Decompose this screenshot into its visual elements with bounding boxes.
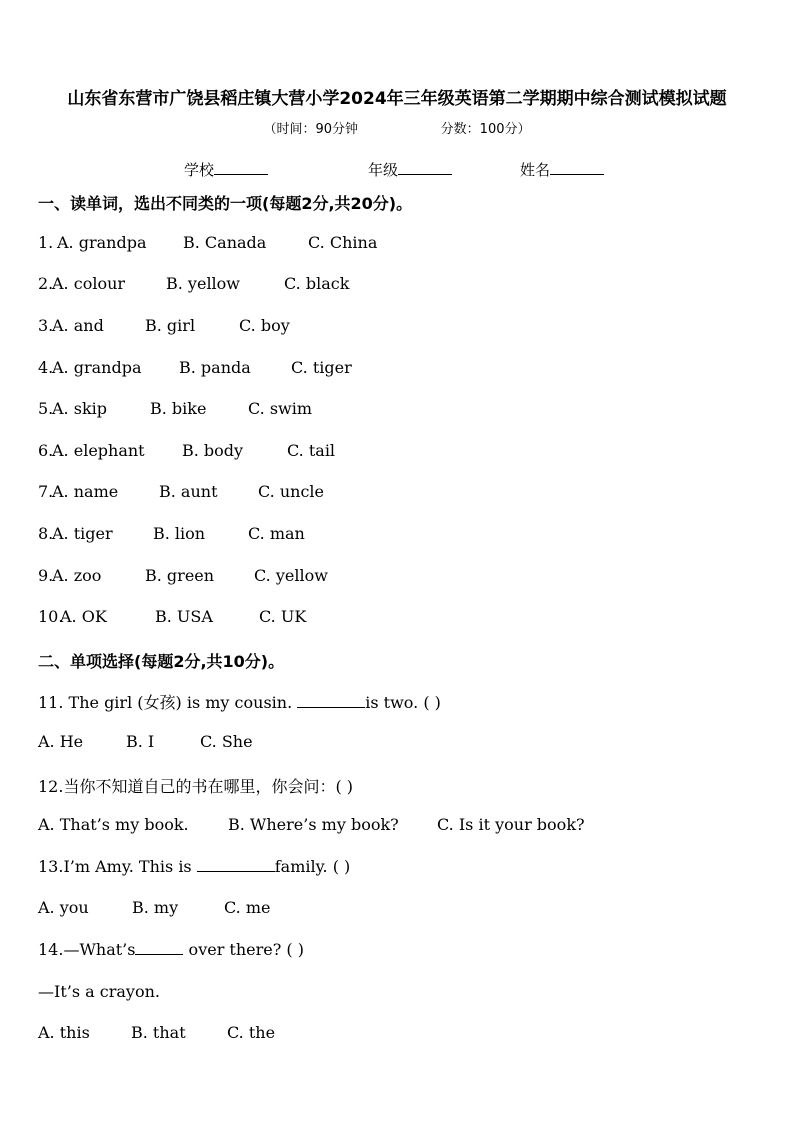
question-number: 10. <box>38 607 64 626</box>
exam-title: 山东省东营市广饶县稻庄镇大营小学2024年三年级英语第二学期期中综合测试模拟试题 <box>67 89 727 109</box>
option-a: A. grandpa <box>57 233 147 252</box>
option-b: B. girl <box>145 316 196 335</box>
option-b: B. yellow <box>166 274 240 293</box>
question-row <box>38 482 324 501</box>
question-number: 4. <box>38 358 54 377</box>
q14-blank[interactable] <box>135 942 183 955</box>
option-c: C. yellow <box>254 566 328 585</box>
option-b: B. Canada <box>183 233 267 252</box>
options-row <box>38 815 585 834</box>
option-a: A. zoo <box>52 566 102 585</box>
option-c: C. China <box>308 233 378 252</box>
question-number: 8. <box>38 524 54 543</box>
name-label: 姓名 <box>520 161 551 179</box>
q14-stem-end: over there? ( ) <box>183 940 304 959</box>
section1-heading: 一、读单词，选出不同类的一项(每题2分,共20分)。 <box>38 194 413 213</box>
question-stem <box>38 690 441 713</box>
option-c: C. tiger <box>291 358 352 377</box>
question-row <box>38 316 290 335</box>
options-row <box>38 898 271 917</box>
option-c: C. man <box>248 524 305 543</box>
option-b: B. aunt <box>159 482 218 501</box>
q13-stem-start: 13.I’m Amy. This is <box>38 857 197 876</box>
question-row <box>38 607 307 626</box>
option-c: C. the <box>227 1023 276 1042</box>
school-label: 学校 <box>184 161 215 179</box>
question-row <box>38 274 350 293</box>
option-a: A. elephant <box>52 441 145 460</box>
option-a: A. name <box>52 482 119 501</box>
option-b: B. bike <box>150 399 207 418</box>
option-a: A. this <box>38 1023 90 1042</box>
option-a: A. colour <box>52 274 126 293</box>
name-blank[interactable] <box>550 160 604 175</box>
question-row <box>38 358 352 377</box>
option-a: A. OK <box>60 607 107 626</box>
question-number: 2. <box>38 274 54 293</box>
question-number: 7. <box>38 482 54 501</box>
option-c: C. me <box>224 898 271 917</box>
option-a: A. skip <box>52 399 107 418</box>
option-a: A. That’s my book. <box>38 815 189 834</box>
q11-stem-end: is two. ( ) <box>365 693 441 712</box>
grade-label: 年级 <box>368 161 399 179</box>
option-b: B. body <box>182 441 244 460</box>
question-row <box>38 524 305 543</box>
question-stem <box>38 857 350 876</box>
option-b: B. I <box>126 732 155 751</box>
q13-stem-end: family. ( ) <box>274 857 351 876</box>
option-c: C. boy <box>239 316 290 335</box>
options-row <box>38 732 253 751</box>
section2-heading: 二、单项选择(每题2分,共10分)。 <box>38 652 285 671</box>
option-b: B. lion <box>153 524 206 543</box>
option-c: C. She <box>200 732 253 751</box>
option-c: C. swim <box>248 399 313 418</box>
grade-field <box>368 159 452 180</box>
q14-stem-start: 14.—What’s <box>38 940 136 959</box>
option-a: A. grandpa <box>52 358 142 377</box>
option-b: B. USA <box>155 607 213 626</box>
option-b: B. that <box>131 1023 186 1042</box>
question-row <box>38 566 328 585</box>
question-row <box>38 399 313 418</box>
question-stem: 12.当你不知道自己的书在哪里，你会问：( ) <box>38 777 354 796</box>
question-row <box>38 233 378 252</box>
question-number: 3. <box>38 316 54 335</box>
option-a: A. tiger <box>52 524 113 543</box>
question-number: 5. <box>38 399 54 418</box>
option-b: B. green <box>145 566 215 585</box>
option-a: A. and <box>52 316 104 335</box>
question-number: 1. <box>38 233 54 252</box>
option-a: A. you <box>38 898 89 917</box>
grade-blank[interactable] <box>398 160 452 175</box>
school-field <box>184 159 268 180</box>
q11-stem-start: 11. The girl (女孩) is my cousin. <box>38 693 298 712</box>
option-c: C. uncle <box>258 482 324 501</box>
question-stem <box>38 940 304 959</box>
question-number: 6. <box>38 441 54 460</box>
school-blank[interactable] <box>214 160 268 175</box>
option-b: B. my <box>132 898 179 917</box>
option-c: C. Is it your book? <box>437 815 585 834</box>
exam-subtitle: （时间：90分钟 分数：100分） <box>263 122 531 137</box>
option-c: C. UK <box>259 607 307 626</box>
option-c: C. tail <box>287 441 336 460</box>
option-a: A. He <box>38 732 84 751</box>
option-b: B. Where’s my book? <box>228 815 399 834</box>
q11-blank[interactable] <box>297 695 365 708</box>
q13-blank[interactable] <box>197 859 275 872</box>
options-row <box>38 1023 276 1042</box>
question-number: 9. <box>38 566 54 585</box>
question-row <box>38 441 336 460</box>
option-c: C. black <box>284 274 350 293</box>
dialogue-reply: —It’s a crayon. <box>38 982 160 1001</box>
name-field <box>520 159 604 180</box>
option-b: B. panda <box>179 358 251 377</box>
